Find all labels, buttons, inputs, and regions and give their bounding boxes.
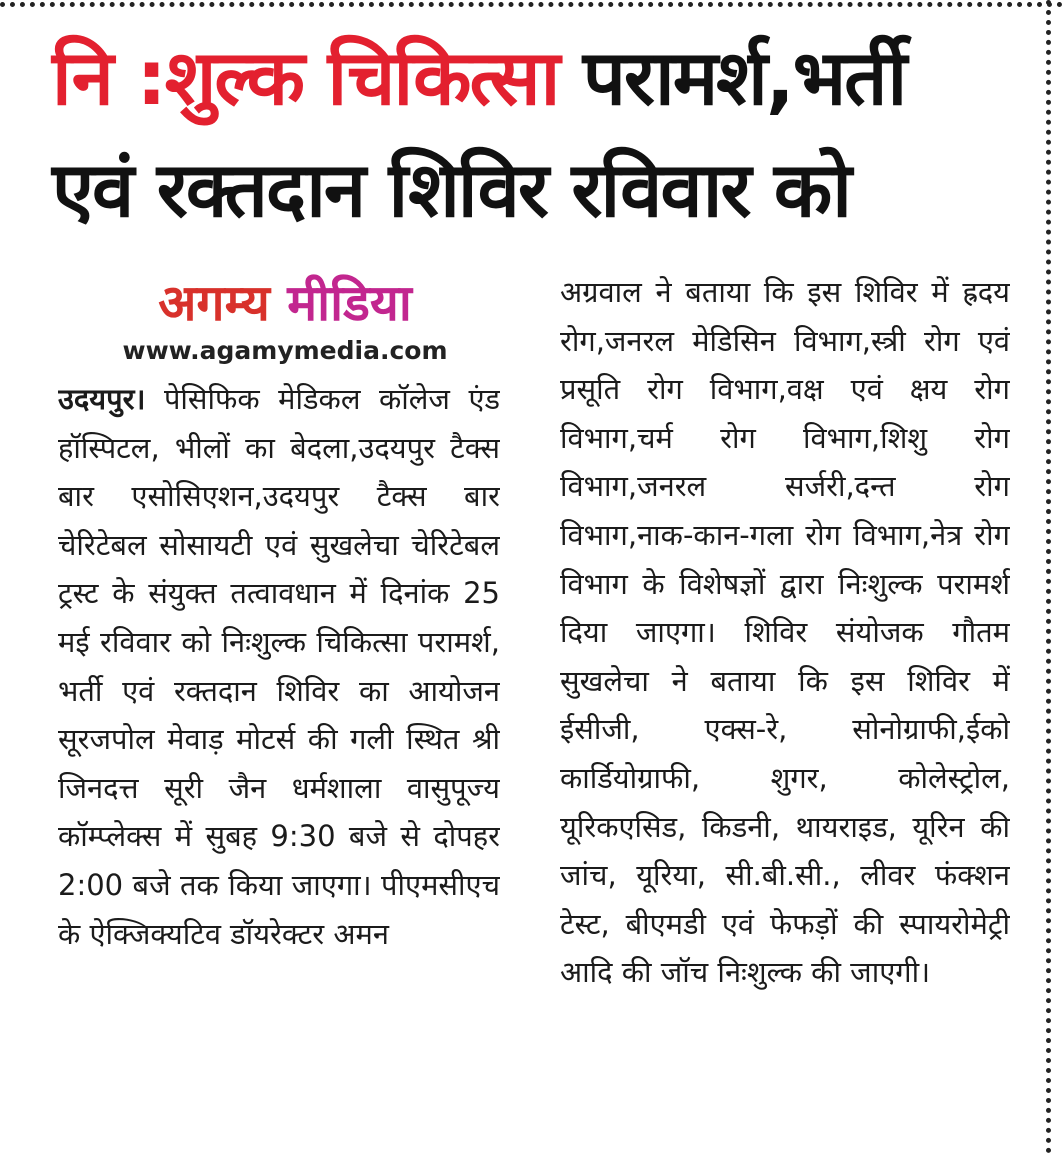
top-dotted-border [0, 2, 1063, 7]
logo-url: www.agamymedia.com [122, 336, 448, 365]
logo-name-part2: मीडिया [287, 273, 412, 332]
headline-line-1 [52, 22, 1012, 134]
headline-red-part: नि :शुल्क चिकित्सा [52, 33, 559, 122]
headline [52, 22, 1012, 246]
logo-title [60, 272, 510, 334]
article-right-text: अग्रवाल ने बताया कि इस शिविर में ह्रदय रोग,जनरल मेडिसिन विभाग,स्त्री रोग एवं प्रसूति रोग विभाग,वक्ष एवं क्षय रोग विभाग,चर्म रोग विभाग,शिशु रोग विभाग,जनरल सर्जरी,दन्त रोग विभाग,नाक-कान-गला रोग विभाग,नेत्र रोग विभाग के विशेषज्ञों द्वारा निःशुल्क परामर्श दिया जाएगा। शिविर संयोजक गौतम सुखलेचा ने बताया कि इस शिविर में ईसीजी, एक्स-रे, सोनोग्राफी,ईको कार्डियोग्राफी, शुगर, कोलेस्ट्रोल, यूरिकएसिड, किडनी, थायराइड, यूरिन की जांच, यूरिया, सी.बी.सी., लीवर फंक्शन टेस्ट, बीएमडी एवं फेफड़ों की स्पायरोमेट्री आदि की जॉच निःशुल्क की जाएगी। [560, 275, 1010, 990]
headline-line-2: एवं रक्तदान शिविर रविवार को [52, 145, 850, 234]
article-column-left [58, 375, 500, 1154]
article-left-text: पेसिफिक मेडिकल कॉलेज एंड हॉस्पिटल, भीलों का बेदला,उदयपुर टैक्स बार एसोसिएशन,उदयपुर टैक्स बार चेरिटेबल सोसायटी एवं सुखलेचा चेरिटेबल ट्रस्ट के संयुक्त तत्वावधान में दिनांक 25 मई रविवार को निःशुल्क चिकित्सा परामर्श, भर्ती एवं रक्तदान शिविर का आयोजन सूरजपोल मेवाड़ मोटर्स की गली स्थित श्री जिनदत्त सूरी जैन धर्मशाला वासुपूज्य कॉम्प्लेक्स में सुबह 9:30 बजे से दोपहर 2:00 बजे तक किया जाएगा। पीएमसीएच के ऐक्जिक्यटिव डॉयरेक्टर अमन [58, 382, 500, 951]
article-column-right [560, 268, 1010, 1148]
agamy-media-logo [60, 272, 510, 366]
dateline: उदयपुर। [58, 382, 146, 416]
headline-black-part: परामर्श,भर्ती [558, 33, 906, 122]
logo-name-part1: अगम्य [158, 273, 270, 332]
right-dotted-border [1046, 0, 1051, 1154]
